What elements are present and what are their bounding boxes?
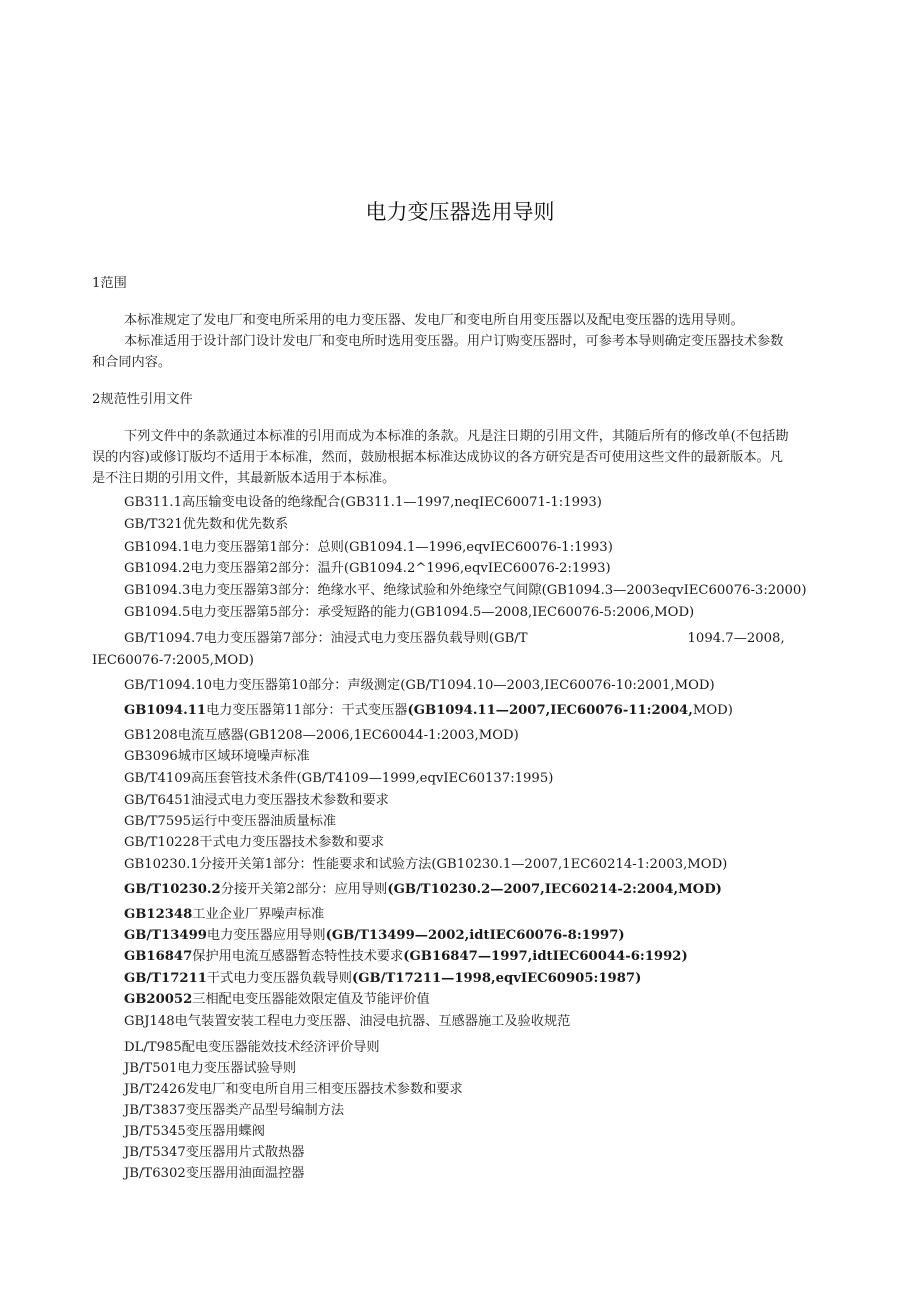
section-1-paragraph-1: 本标准规定了发电厂和变电所采用的电力变压器、发电厂和变电所自用变压器以及配电变压器的选用导则。 (124, 313, 744, 328)
reference-text: (GB16847—1997,idtIEC60044-6:1992) (403, 949, 688, 964)
reference-item: GB1094.1电力变压器第1部分：总则(GB1094.1—1996,eqvIEC60076-1:1993) (124, 540, 613, 555)
section-1-paragraph-2-line-1: 本标准适用于设计部门设计发电厂和变电所时选用变压器。用户订购变压器时，可参考本导则确定变压器技术参数 (124, 334, 784, 349)
reference-item (124, 991, 430, 1009)
reference-item (124, 630, 785, 648)
reference-code: GB16847 (124, 949, 193, 964)
reference-item: GB3096城市区域环境噪声标准 (124, 749, 310, 764)
reference-item: GB/T1094.10电力变压器第10部分：声级测定(GB/T1094.10—2003,IEC60076-10:2001,MOD) (124, 678, 715, 693)
reference-item-continued: IEC60076-7:2005,MOD) (92, 653, 254, 668)
reference-item: GB1094.3电力变压器第3部分：绝缘水平、绝缘试验和外绝缘空气间隙(GB1094.3—2003eqvIEC60076-3:2000) (124, 583, 807, 598)
reference-code: GB1094.11 (124, 703, 207, 718)
reference-item: JB/T501电力变压器试验导则 (124, 1061, 297, 1076)
reference-text: MOD) (692, 703, 733, 718)
reference-code: GB/T10230.2 (124, 882, 221, 897)
reference-text: 1094.7—2008, (687, 631, 785, 646)
reference-item: GB/T4109高压套管技术条件(GB/T4109—1999,eqvIEC60137:1995) (124, 771, 554, 786)
reference-item: JB/T5345变压器用蝶阀 (124, 1124, 265, 1139)
reference-text: (GB1094.11—2007,IEC60076-11:2004, (407, 703, 693, 718)
reference-item: GB/T10228干式电力变压器技术参数和要求 (124, 835, 385, 850)
section-1-heading: 1范围 (92, 276, 127, 291)
reference-code: GB12348 (124, 907, 193, 922)
reference-item (124, 970, 641, 988)
section-2-paragraph-line-2: 误的内容)或修订版均不适用于本标准，然而，鼓励根据本标准达成协议的各方研究是否可使用这些文件的最新版本。凡 (92, 450, 783, 465)
document-title: 电力变压器选用导则 (365, 200, 555, 224)
reference-text: 三相配电变压器能效限定值及节能评价值 (192, 992, 430, 1007)
reference-item (124, 881, 722, 899)
reference-item (124, 702, 733, 720)
reference-text: 电力变压器第11部分：干式变压器 (206, 703, 408, 718)
reference-item: JB/T6302变压器用油面温控器 (124, 1166, 305, 1181)
reference-item: GB/T6451油浸式电力变压器技术参数和要求 (124, 793, 389, 808)
reference-item: GB/T321优先数和优先数系 (124, 517, 289, 532)
reference-item: JB/T3837变压器类产品型号编制方法 (124, 1103, 345, 1118)
reference-text: GB/T1094.7电力变压器第7部分：油浸式电力变压器负载导则(GB/T (124, 631, 528, 646)
reference-text: (GB/T17211—1998,eqvIEC60905:1987) (351, 971, 642, 986)
reference-item: JB/T2426发电厂和变电所自用三相变压器技术参数和要求 (124, 1082, 463, 1097)
reference-code: GB/T17211 (124, 971, 207, 986)
reference-item: GB1094.2电力变压器第2部分：温升(GB1094.2^1996,eqvIEC60076-2:1993) (124, 561, 611, 576)
reference-item (124, 906, 324, 924)
reference-text: (GB/T10230.2—2007,IEC60214-2:2004,MOD) (387, 882, 722, 897)
section-2-paragraph-line-1: 下列文件中的条款通过本标准的引用而成为本标准的条款。凡是注日期的引用文件，其随后所有的修改单(不包括勘 (124, 429, 789, 444)
reference-item: GB1094.5电力变压器第5部分：承受短路的能力(GB1094.5—2008,IEC60076-5:2006,MOD) (124, 605, 695, 620)
reference-text: 干式电力变压器负载导则 (206, 971, 352, 986)
reference-text: 分接开关第2部分：应用导则 (220, 882, 388, 897)
reference-text: 电力变压器应用导则 (206, 928, 326, 943)
reference-item: GB/T7595运行中变压器油质量标准 (124, 814, 337, 829)
reference-item: GB311.1高压输变电设备的绝缘配合(GB311.1—1997,neqIEC60071-1:1993) (124, 495, 602, 510)
reference-text: 保护用电流互感器暂态特性技术要求 (192, 949, 404, 964)
reference-item: DL/T985配电变压器能效技术经济评价导则 (124, 1040, 380, 1055)
section-2-heading: 2规范性引用文件 (92, 392, 193, 407)
reference-item (124, 948, 688, 966)
section-1-paragraph-2-line-2: 和合同内容。 (92, 355, 172, 370)
reference-item (124, 927, 625, 945)
reference-item: GBJ148电气装置安装工程电力变压器、油浸电抗器、互感器施工及验收规范 (124, 1014, 571, 1029)
reference-text: (GB/T13499—2002,idtIEC60076-8:1997) (325, 928, 625, 943)
reference-item: JB/T5347变压器用片式散热器 (124, 1145, 305, 1160)
reference-text: 工业企业厂界噪声标准 (192, 907, 325, 922)
reference-code: GB/T13499 (124, 928, 207, 943)
reference-item: GB10230.1分接开关第1部分：性能要求和试验方法(GB10230.1—2007,1EC60214-1:2003,MOD) (124, 857, 728, 872)
reference-item: GB1208电流互感器(GB1208—2006,1EC60044-1:2003,MOD) (124, 728, 519, 743)
section-2-paragraph-line-3: 是不注日期的引用文件，其最新版本适用于本标准。 (92, 471, 396, 486)
reference-code: GB20052 (124, 992, 193, 1007)
